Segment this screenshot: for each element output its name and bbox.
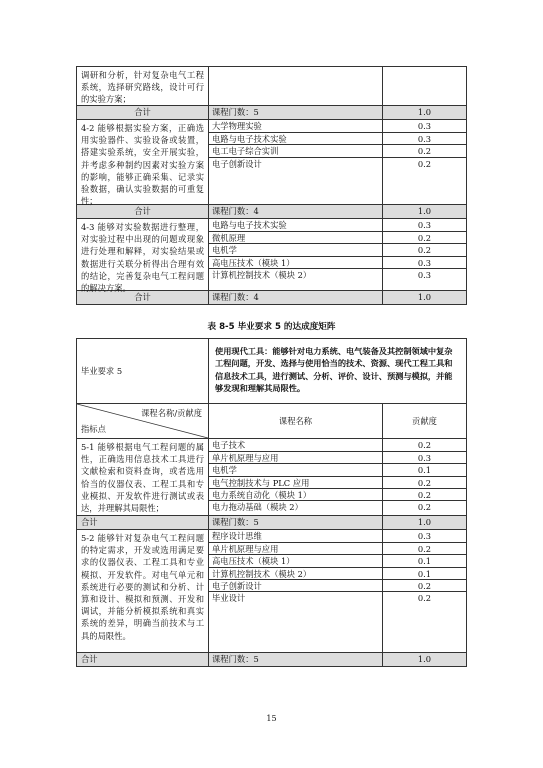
table-row bbox=[77, 119, 466, 207]
course-name: 电子创新设计 bbox=[209, 579, 382, 591]
course-name: 电子技术 bbox=[212, 440, 246, 450]
course-name: 单片机原理与应用 bbox=[209, 451, 382, 463]
course-name: 电工电子综合实训 bbox=[209, 144, 382, 156]
indicator-cell: 4-3 能够对实验数据进行整理，对实验过程中出现的问题或现象进行处理和解释，对实验结果或数据进行关联分析得出合理有效的结论，完善复杂电气工程问题的解决方案。 bbox=[77, 219, 209, 290]
course-name: 高电压技术（模块 1） bbox=[209, 554, 382, 566]
contribution-value: 0.3 bbox=[417, 531, 432, 541]
contribution-value: 0.2 bbox=[383, 488, 466, 500]
course-name: 计算机控制技术（模块 2） bbox=[209, 268, 382, 280]
course-name: 电力系统自动化（模块 1） bbox=[209, 488, 382, 500]
contribution-value: 0.3 bbox=[417, 121, 432, 131]
contribution-value: 0.2 bbox=[417, 440, 432, 450]
contribution-value: 0.2 bbox=[383, 243, 466, 255]
course-name: 电气控制技术与 PLC 应用 bbox=[209, 476, 382, 488]
course-name: 电力拖动基础（模块 2） bbox=[209, 500, 382, 512]
course-name: 电子创新设计 bbox=[209, 157, 382, 169]
total-row: 合计 课程门数：4 1.0 bbox=[77, 204, 466, 218]
course-name: 毕业设计 bbox=[209, 591, 382, 603]
course-name: 电路与电子技术实验 bbox=[209, 132, 382, 144]
total-row: 合计 课程门数：5 1.0 bbox=[77, 515, 466, 529]
diagonal-header-cell bbox=[77, 404, 209, 438]
table-row bbox=[77, 67, 466, 105]
table-caption: 表 8-5 毕业要求 5 的达成度矩阵 bbox=[207, 322, 336, 332]
course-name: 计算机控制技术（模块 2） bbox=[209, 567, 382, 579]
diag-top-label: 课程名称/贡献度 bbox=[141, 408, 202, 418]
contribution-value: 0.2 bbox=[383, 542, 466, 554]
requirement-label: 毕业要求 5 bbox=[77, 339, 209, 403]
contribution-value: 0.2 bbox=[383, 500, 466, 512]
contribution-value: 0.3 bbox=[383, 268, 466, 280]
requirement-text: 使用现代工具：能够针对电力系统、电气装备及其控制领域中复杂工程问题，开发、选择与使用恰当的技术、资源、现代工程工具和信息技术工具，进行测试、分析、评价、设计、预测与模拟，并能够发现和理解其局限性。 bbox=[215, 346, 453, 393]
table-graduation-req-4 bbox=[76, 66, 467, 305]
course-name: 电机学 bbox=[209, 463, 382, 475]
contribution-value: 0.1 bbox=[383, 567, 466, 579]
indicator-cell: 5-2 能够针对复杂电气工程问题的特定需求，开发或选用满足要求的仪器仪表、工程工具和专业模拟、开发软件。对电气单元和系统进行必要的测试和分析、计算和设计、模拟和预测、开发和调试，并能分析模拟系统和真实系统的差异，明确当前技术与工具的局限性。 bbox=[77, 530, 209, 652]
course-name: 高电压技术（模块 1） bbox=[209, 256, 382, 268]
course-name: 电机学 bbox=[209, 243, 382, 255]
table-row bbox=[77, 529, 466, 652]
col-header-contribution: 贡献度 bbox=[412, 416, 437, 426]
diag-bottom-label: 指标点 bbox=[81, 424, 106, 434]
course-name: 微机原理 bbox=[209, 231, 382, 243]
table-graduation-req-5 bbox=[76, 338, 467, 667]
total-row: 合计 课程门数：5 1.0 bbox=[77, 105, 466, 119]
contribution-value: 0.2 bbox=[383, 476, 466, 488]
contribution-value: 0.2 bbox=[383, 157, 466, 169]
contribution-value: 0.1 bbox=[383, 554, 466, 566]
contribution-value: 0.3 bbox=[383, 256, 466, 268]
total-row: 合计 课程门数：4 1.0 bbox=[77, 290, 466, 304]
contribution-value: 0.3 bbox=[383, 132, 466, 144]
indicator-cell: 调研和分析，针对复杂电气工程系统，选择研究路线，设计可行的实验方案； bbox=[77, 67, 209, 105]
contribution-value: 0.2 bbox=[383, 591, 466, 603]
page-number: 15 bbox=[266, 714, 277, 723]
requirement-row bbox=[77, 339, 466, 403]
indicator-cell: 4-2 能够根据实验方案，正确选用实验器件、实验设备或装置，搭建实验系统，安全开展实验，并考虑多种制约因素对实验方案的影响，能够正确采集、记录实验数据，确认实验数据的可重复性； bbox=[77, 120, 209, 204]
col-header-course: 课程名称 bbox=[209, 404, 383, 438]
course-name: 程序设计思维 bbox=[212, 531, 262, 541]
contribution-value: 0.2 bbox=[383, 579, 466, 591]
contribution-value: 0.1 bbox=[383, 463, 466, 475]
course-name: 大学物理实验 bbox=[212, 121, 262, 131]
course-name: 单片机原理与应用 bbox=[209, 542, 382, 554]
indicator-cell: 5-1 能够根据电气工程问题的属性，正确选用信息技术工具进行文献检索和资料查询，或者选用恰当的仪器仪表、工程工具和专业模拟、开发软件进行测试或表达，并理解其局限性； bbox=[77, 439, 209, 515]
contribution-value: 0.3 bbox=[417, 220, 432, 230]
table-row bbox=[77, 438, 466, 515]
contribution-value: 0.2 bbox=[383, 144, 466, 156]
contribution-value: 0.3 bbox=[383, 451, 466, 463]
contribution-value: 0.2 bbox=[383, 231, 466, 243]
header-row bbox=[77, 403, 466, 438]
course-name: 电路与电子技术实验 bbox=[212, 220, 287, 230]
total-row: 合计 课程门数：5 1.0 bbox=[77, 652, 466, 666]
table-row bbox=[77, 218, 466, 294]
